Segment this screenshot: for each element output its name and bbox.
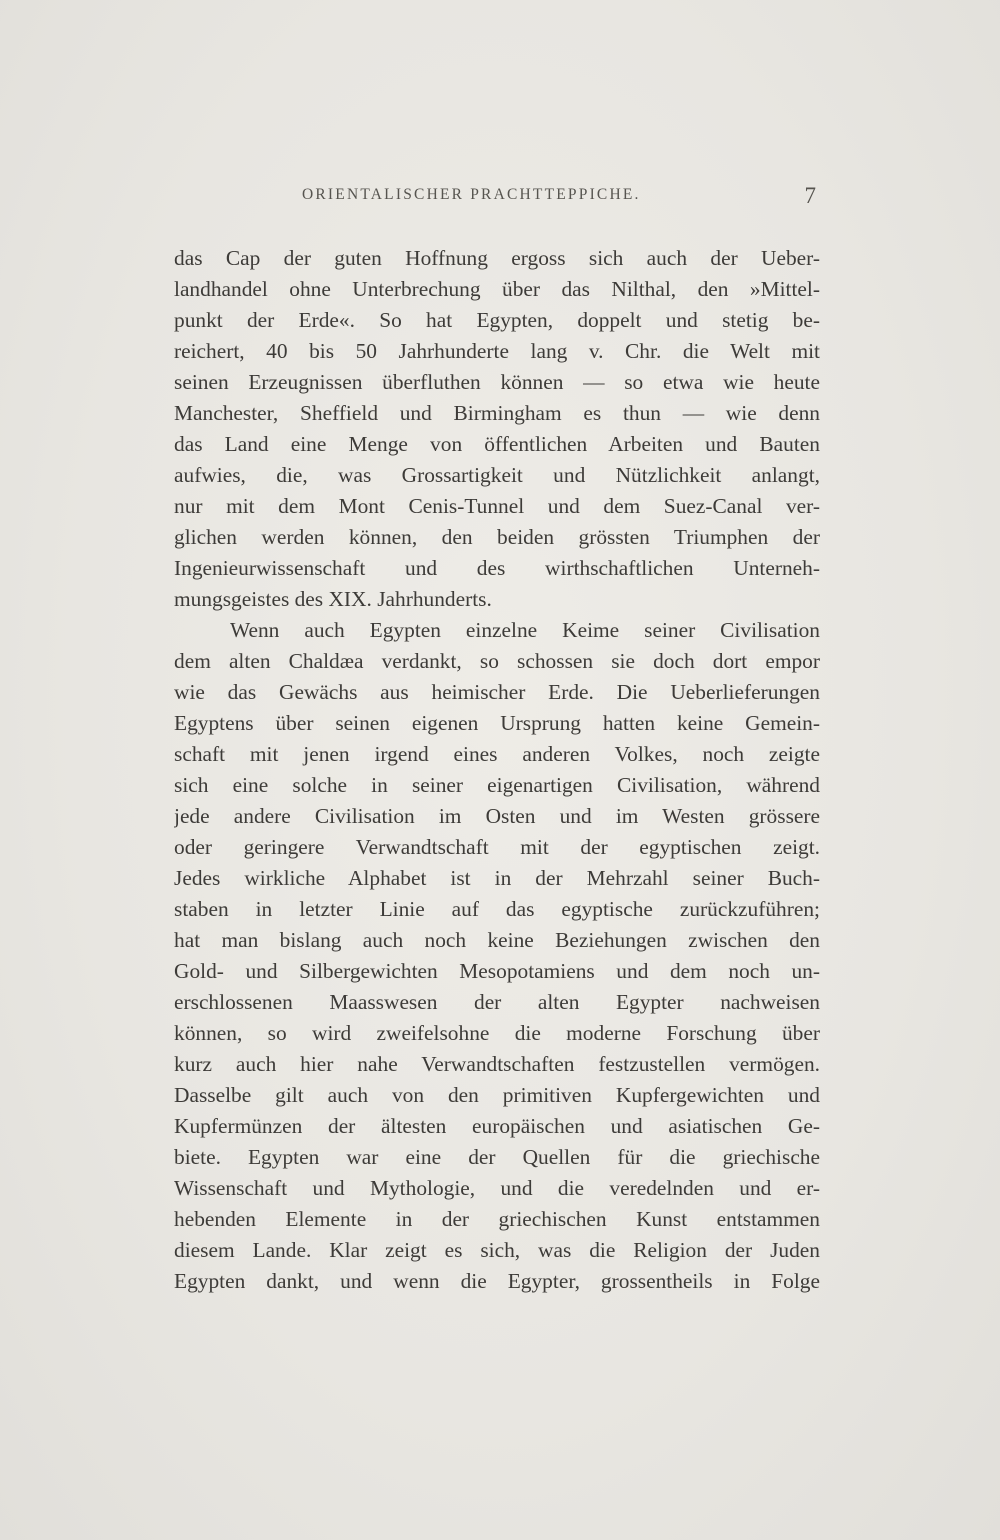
text-line: diesem Lande. Klar zeigt es sich, was die Religion der Juden	[174, 1238, 820, 1262]
text-line: aufwies, die, was Grossartigkeit und Nützlichkeit anlangt,	[174, 463, 820, 487]
paragraph-end-line: mungsgeistes des XIX. Jahrhunderts.	[174, 587, 492, 611]
text-line: hat man bislang auch noch keine Beziehungen zwischen den	[174, 928, 820, 952]
text-line: Dasselbe gilt auch von den primitiven Kupfergewichten und	[174, 1083, 820, 1107]
text-line: Egypten dankt, und wenn die Egypter, grossentheils in Folge	[174, 1269, 820, 1293]
text-line: seinen Erzeugnissen überfluthen können — so etwa wie heute	[174, 370, 820, 394]
text-line: kurz auch hier nahe Verwandtschaften festzustellen vermögen.	[174, 1052, 820, 1076]
text-line: dem alten Chaldæa verdankt, so schossen sie doch dort empor	[174, 649, 820, 673]
text-line: hebenden Elemente in der griechischen Kunst entstammen	[174, 1207, 820, 1231]
text-line: glichen werden können, den beiden grössten Triumphen der	[174, 525, 820, 549]
text-line: nur mit dem Mont Cenis-Tunnel und dem Suez-Canal ver-	[174, 494, 820, 518]
text-line: schaft mit jenen irgend eines anderen Volkes, noch zeigte	[174, 742, 820, 766]
text-line: erschlossenen Maasswesen der alten Egypter nachweisen	[174, 990, 820, 1014]
text-line: Kupfermünzen der ältesten europäischen und asiatischen Ge-	[174, 1114, 820, 1138]
running-head	[174, 183, 820, 212]
text-line: das Land eine Menge von öffentlichen Arbeiten und Bauten	[174, 432, 820, 456]
text-line: biete. Egypten war eine der Quellen für die griechische	[174, 1145, 820, 1169]
paragraph-start-line: Wenn auch Egypten einzelne Keime seiner Civilisation	[230, 618, 820, 642]
text-line: punkt der Erde«. So hat Egypten, doppelt und stetig be-	[174, 308, 820, 332]
text-line: wie das Gewächs aus heimischer Erde. Die Ueberlieferungen	[174, 680, 820, 704]
text-line: oder geringere Verwandtschaft mit der egyptischen zeigt.	[174, 835, 820, 859]
text-line: landhandel ohne Unterbrechung über das Nilthal, den »Mittel-	[174, 277, 820, 301]
text-line: reichert, 40 bis 50 Jahrhunderte lang v. Chr. die Welt mit	[174, 339, 820, 363]
text-line: Manchester, Sheffield und Birmingham es thun — wie denn	[174, 401, 820, 425]
text-line: Wissenschaft und Mythologie, und die veredelnden und er-	[174, 1176, 820, 1200]
page-number: 7	[804, 183, 816, 208]
body-text	[174, 243, 820, 1297]
text-line: Jedes wirkliche Alphabet ist in der Mehrzahl seiner Buch-	[174, 866, 820, 890]
text-line: sich eine solche in seiner eigenartigen Civilisation, während	[174, 773, 820, 797]
text-line: jede andere Civilisation im Osten und im Westen grössere	[174, 804, 820, 828]
text-line: können, so wird zweifelsohne die moderne Forschung über	[174, 1021, 820, 1045]
text-line: staben in letzter Linie auf das egyptische zurückzuführen;	[174, 897, 820, 921]
text-line: Egyptens über seinen eigenen Ursprung hatten keine Gemein-	[174, 711, 820, 735]
text-line: das Cap der guten Hoffnung ergoss sich auch der Ueber-	[174, 246, 820, 270]
text-line: Gold- und Silbergewichten Mesopotamiens und dem noch un-	[174, 959, 820, 983]
text-line: Ingenieurwissenschaft und des wirthschaftlichen Unterneh-	[174, 556, 820, 580]
running-title: ORIENTALISCHER PRACHTTEPPICHE.	[302, 186, 641, 203]
